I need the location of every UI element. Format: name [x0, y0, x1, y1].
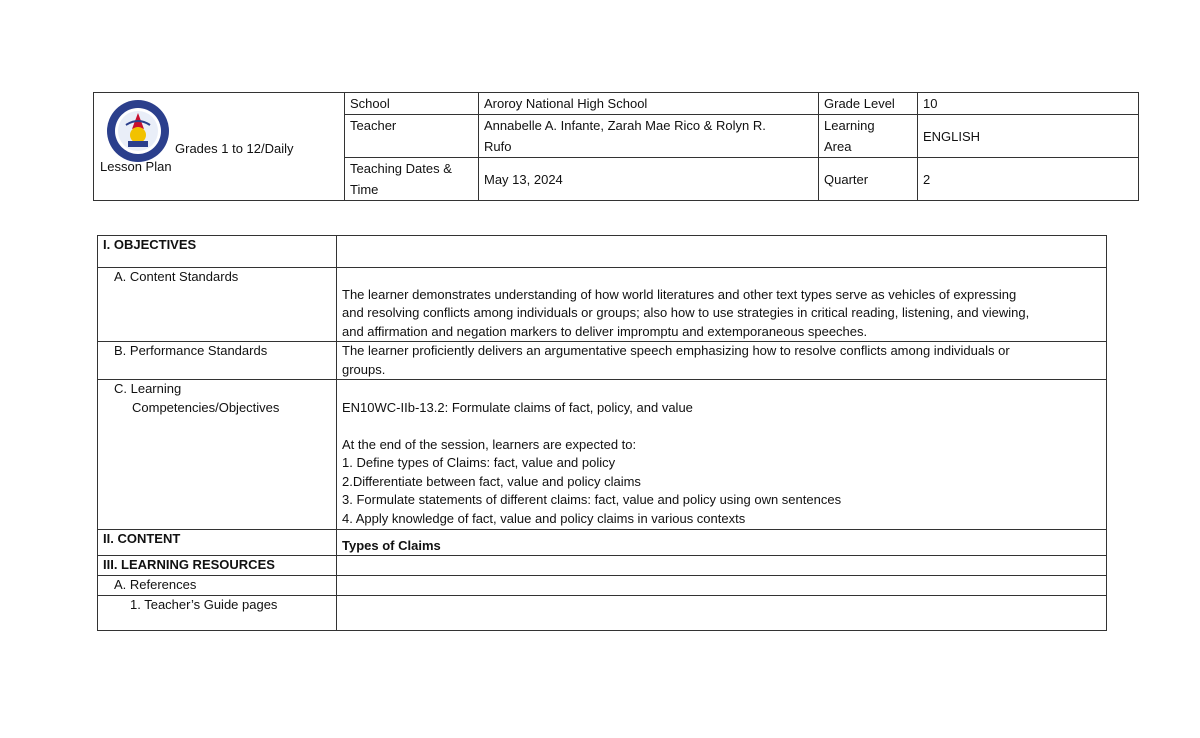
grade-level-label: Grade Level — [819, 93, 918, 115]
performance-standards-value — [337, 342, 1107, 380]
grade-level-value: 10 — [918, 93, 1139, 115]
objectives-table — [97, 235, 1107, 631]
deped-seal-icon — [106, 99, 170, 163]
competencies-label — [98, 380, 337, 530]
dates-value: May 13, 2024 — [479, 158, 819, 201]
session-intro: At the end of the session, learners are expected to: — [342, 436, 637, 452]
competency-code: EN10WC-IIb-13.2: Formulate claims of fact, policy, and value — [342, 400, 693, 415]
section-objectives-heading: I. OBJECTIVES — [98, 236, 337, 268]
teacher-value — [479, 115, 819, 158]
competencies-label-line2: Competencies/Objectives — [132, 399, 280, 415]
objective-item: 1. Define types of Claims: fact, value and policy — [342, 455, 616, 470]
content-standards-line2: and resolving conflicts among individuals or groups; also how to use strategies in critical reading, listening, and viewing, — [342, 305, 1030, 320]
teacher-value-line1: Annabelle A. Infante, Zarah Mae Rico & Rolyn R. — [484, 118, 766, 133]
references-blank-cell — [337, 575, 1107, 595]
school-value: Aroroy National High School — [479, 93, 819, 115]
learning-resources-blank-cell — [337, 556, 1107, 576]
objective-item: 2.Differentiate between fact, value and policy claims — [342, 473, 641, 489]
teacher-label: Teacher — [345, 115, 479, 158]
logo-cell — [94, 93, 345, 201]
learning-area-label-line2: Area — [824, 139, 852, 154]
quarter-value: 2 — [918, 158, 1139, 201]
objective-item: 4. Apply knowledge of fact, value and policy claims in various contexts — [342, 510, 746, 526]
competencies-value — [337, 380, 1107, 530]
teacher-value-line2: Rufo — [484, 139, 512, 154]
content-value: Types of Claims — [337, 530, 1107, 556]
performance-standards-line2: groups. — [342, 361, 386, 377]
dates-label-line1: Teaching Dates & — [350, 161, 452, 176]
content-standards-value — [337, 268, 1107, 342]
grades-label: Grades 1 to 12/Daily — [175, 141, 294, 156]
learning-area-value: ENGLISH — [918, 115, 1139, 158]
school-label: School — [345, 93, 479, 115]
content-standards-line1: The learner demonstrates understanding of how world literatures and other text types serve as vehicles of expressing — [342, 286, 1017, 302]
dates-label-line2: Time — [350, 182, 379, 197]
references-label: A. References — [98, 575, 337, 595]
objective-item: 3. Formulate statements of different claims: fact, value and policy using own sentences — [342, 492, 842, 507]
content-standards-label: A. Content Standards — [98, 268, 337, 342]
dates-label — [345, 158, 479, 201]
section-content-heading: II. CONTENT — [98, 530, 337, 556]
teachers-guide-blank-cell — [337, 595, 1107, 630]
section-learning-resources-heading: III. LEARNING RESOURCES — [98, 556, 337, 576]
header-table — [93, 92, 1139, 201]
quarter-label: Quarter — [819, 158, 918, 201]
lesson-plan-label: Lesson Plan — [100, 159, 172, 174]
performance-standards-line1: The learner proficiently delivers an argumentative speech emphasizing how to resolve conflicts among individuals or — [342, 343, 1010, 358]
performance-standards-label: B. Performance Standards — [98, 342, 337, 380]
competencies-label-line1: C. Learning — [114, 381, 182, 396]
learning-area-label-line1: Learning — [824, 118, 875, 133]
objectives-blank-cell — [337, 236, 1107, 268]
teachers-guide-label: 1. Teacher’s Guide pages — [98, 595, 337, 630]
learning-area-label — [819, 115, 918, 158]
content-standards-line3: and affirmation and negation markers to deliver impromptu and extemporaneous speeches. — [342, 323, 868, 339]
